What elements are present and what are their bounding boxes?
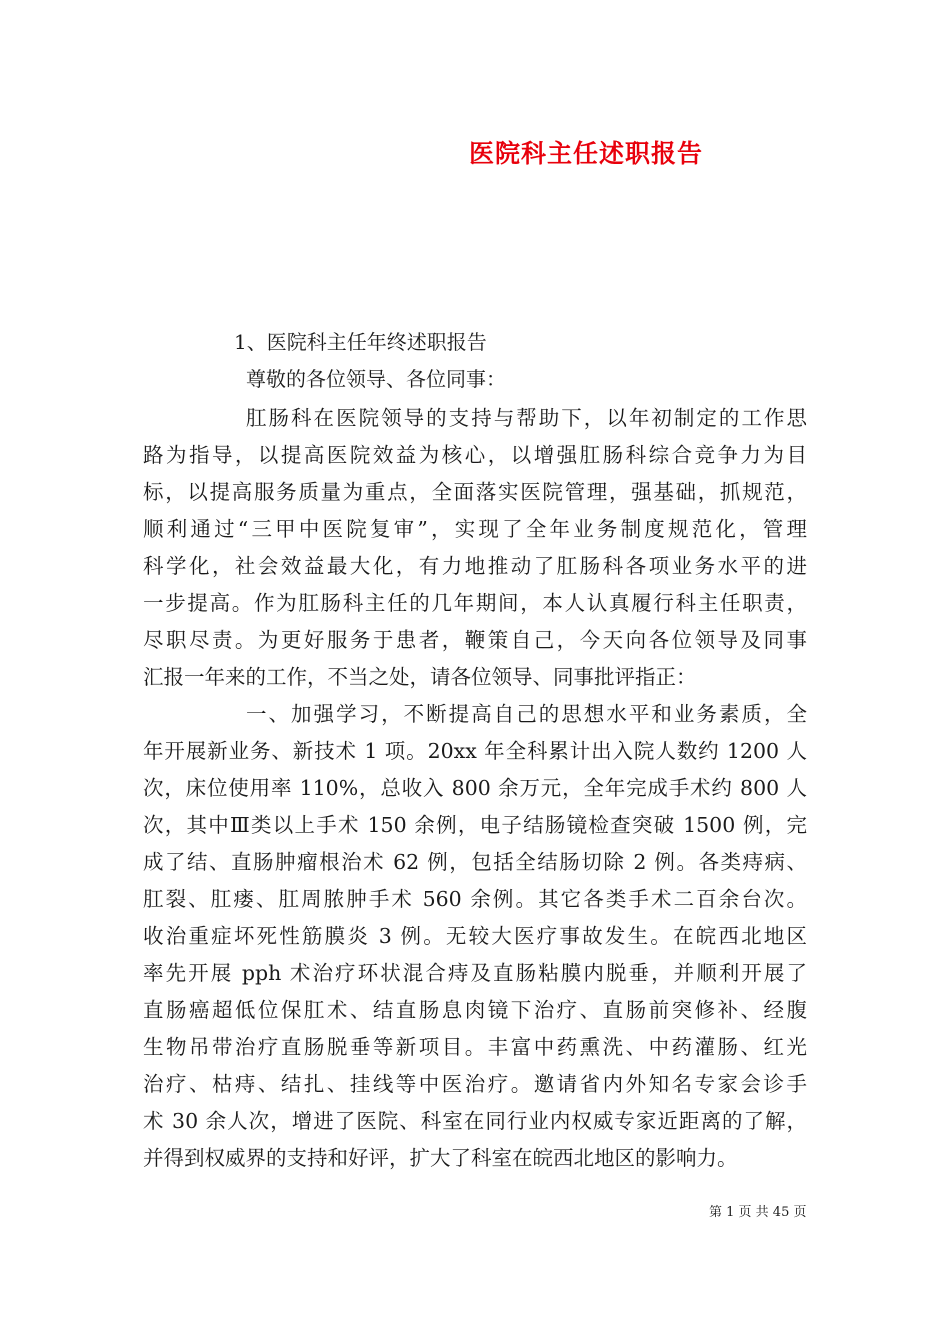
paragraph-line: 年开展新业务、新技术 1 项。20xx 年全科累计出入院人数约 1200 人 — [143, 739, 807, 763]
paragraph-line: 成了结、直肠肿瘤根治术 62 例，包括全结肠切除 2 例。各类痔病、 — [143, 850, 807, 874]
paragraph-line: 收治重症坏死性筋膜炎 3 例。无较大医疗事故发生。在皖西北地区 — [143, 924, 807, 948]
paragraph-line: 路为指导，以提高医院效益为核心，以增强肛肠科综合竞争力为目 — [143, 443, 807, 467]
paragraph-line: 顺利通过“三甲中医院复审”，实现了全年业务制度规范化，管理 — [143, 517, 807, 541]
paragraph-line: 术 30 余人次，增进了医院、科室在同行业内权威专家近距离的了解， — [143, 1109, 807, 1133]
paragraph-line: 尽职尽责。为更好服务于患者，鞭策自己，今天向各位领导及同事 — [143, 628, 807, 652]
section-heading: 1、医院科主任年终述职报告 — [234, 330, 487, 354]
paragraph-line: 汇报一年来的工作，不当之处，请各位领导、同事批评指正： — [143, 665, 697, 689]
paragraph-line: 并得到权威界的支持和好评，扩大了科室在皖西北地区的影响力。 — [143, 1146, 738, 1170]
paragraph-line: 标，以提高服务质量为重点，全面落实医院管理，强基础，抓规范， — [143, 480, 807, 504]
paragraph-line: 直肠癌超低位保肛术、结直肠息肉镜下治疗、直肠前突修补、经腹 — [143, 998, 807, 1022]
paragraph-line: 一步提高。作为肛肠科主任的几年期间，本人认真履行科主任职责， — [143, 591, 807, 615]
page-number-footer: 第 1 页 共 45 页 — [709, 1205, 807, 1220]
paragraph-line: 肛肠科在医院领导的支持与帮助下，以年初制定的工作思 — [246, 406, 807, 430]
paragraph-line: 次，其中Ⅲ类以上手术 150 余例，电子结肠镜检查突破 1500 例，完 — [143, 813, 807, 837]
paragraph-line: 一、加强学习，不断提高自己的思想水平和业务素质，全 — [246, 702, 807, 726]
paragraph-line: 生物吊带治疗直肠脱垂等新项目。丰富中药熏洗、中药灌肠、红光 — [143, 1035, 807, 1059]
paragraph-line: 肛裂、肛瘘、肛周脓肿手术 560 余例。其它各类手术二百余台次。 — [143, 887, 807, 911]
paragraph-line: 治疗、枯痔、结扎、挂线等中医治疗。邀请省内外知名专家会诊手 — [143, 1072, 807, 1096]
document-title: 医院科主任述职报告 — [469, 139, 704, 168]
paragraph-line: 科学化，社会效益最大化，有力地推动了肛肠科各项业务水平的进 — [143, 554, 807, 578]
greeting-line: 尊敬的各位领导、各位同事： — [246, 367, 506, 391]
paragraph-line: 次，床位使用率 110%，总收入 800 余万元，全年完成手术约 800 人 — [143, 776, 807, 800]
paragraph-line: 率先开展 pph 术治疗环状混合痔及直肠粘膜内脱垂，并顺利开展了 — [143, 961, 807, 985]
